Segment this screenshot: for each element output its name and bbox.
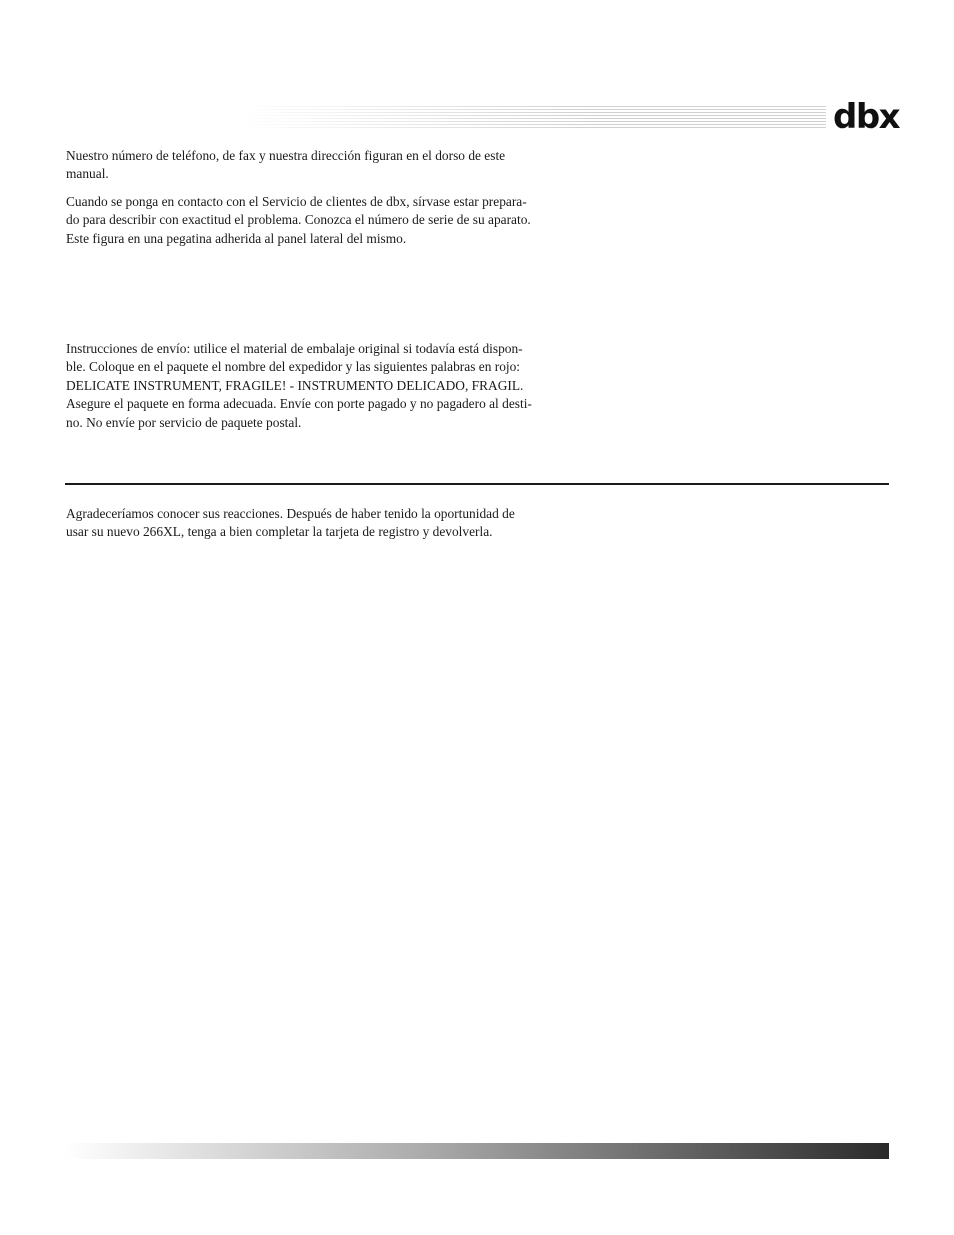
text-line: Asegure el paquete en forma adecuada. Envíe con porte pagado y no pagadero al desti- [66,396,532,412]
text-line: Este figura en una pegatina adherida al panel lateral del mismo. [66,230,407,246]
logo-text: dbx [833,97,900,137]
text-line: DELICATE INSTRUMENT, FRAGILE! - INSTRUMENTO DELICADO, FRAGIL. [66,377,524,393]
text-line: Nuestro número de teléfono, de fax y nuestra dirección figuran en el dorso de este [66,148,506,163]
paragraph-contact-info [66,147,606,184]
text-line: Agradeceríamos conocer sus reacciones. Después de haber tenido la oportunidad de [66,506,515,521]
paragraph-feedback [66,505,606,542]
header-decorative-lines [238,106,826,128]
footer-gradient-bar [65,1143,889,1159]
text-line: ble. Coloque en el paquete el nombre del expedidor y las siguientes palabras en rojo: [66,359,521,375]
text-line: no. No envíe por servicio de paquete postal. [66,414,302,430]
dbx-logo-icon [832,88,900,137]
section-divider [65,483,889,485]
text-line: usar su nuevo 266XL, tenga a bien completar la tarjeta de registro y devolverla. [66,524,493,540]
text-line: Cuando se ponga en contacto con el Servicio de clientes de dbx, sírvase estar prepara- [66,194,527,209]
paragraph-customer-service [66,193,606,248]
paragraph-shipping-instructions [66,340,606,432]
text-line: Instrucciones de envío: utilice el material de embalaje original si todavía está dispon- [66,341,523,356]
text-line: do para describir con exactitud el problema. Conozca el número de serie de su aparato. [66,212,531,228]
text-line: manual. [66,166,109,182]
